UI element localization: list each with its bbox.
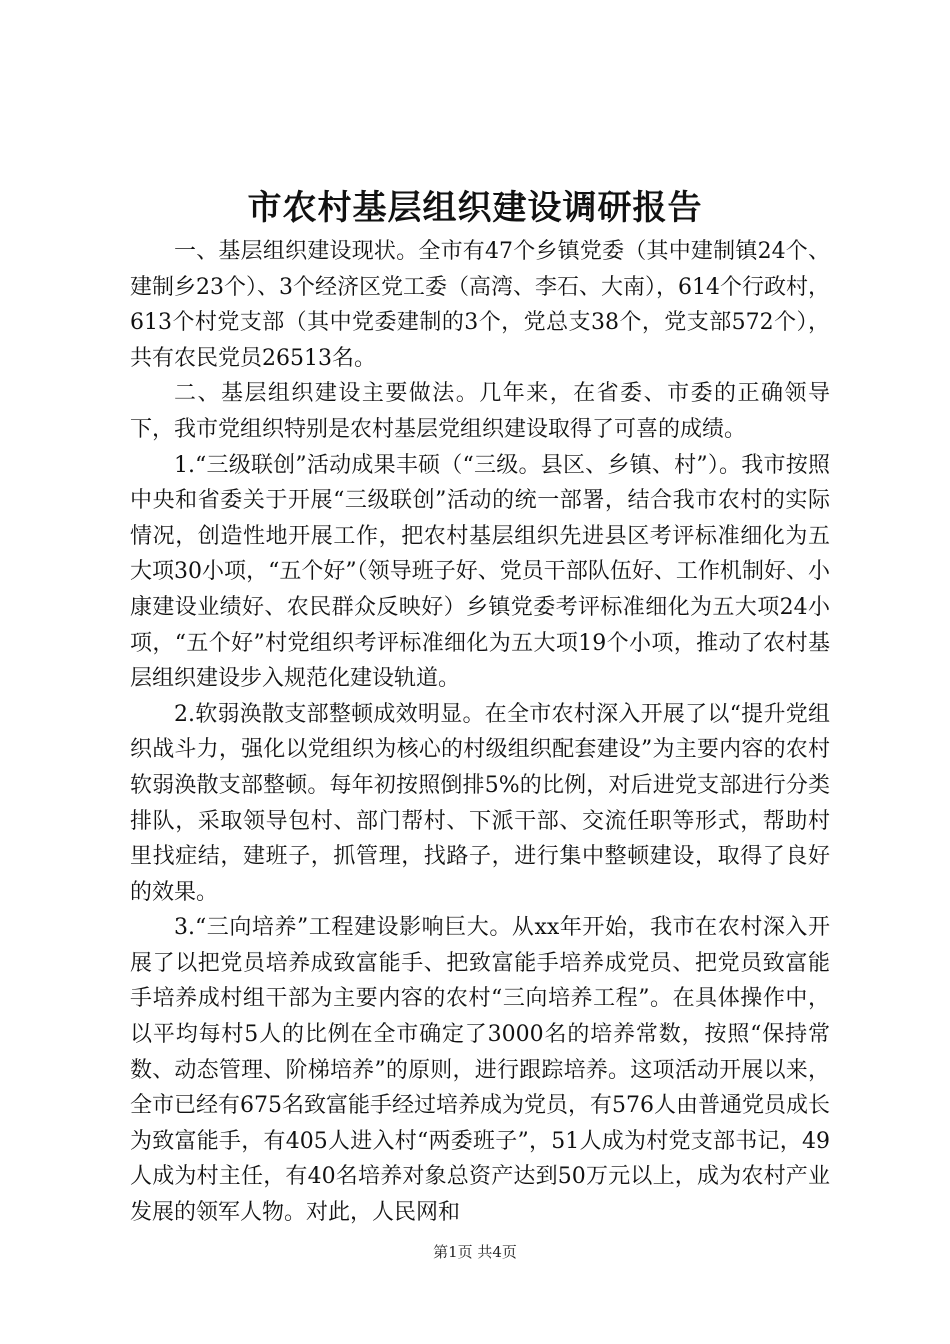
paragraph-practices: 二、基层组织建设主要做法。几年来，在省委、市委的正确领导下，我市党组织特别是农村基层党组织建设取得了可喜的成绩。: [130, 381, 830, 442]
page-number-footer: 第1页 共4页: [433, 1243, 517, 1261]
paragraph-three-level: 1.“三级联创”活动成果丰硕（“三级。县区、乡镇、村”）。我市按照中央和省委关于开展“三级联创”活动的统一部署，结合我市农村的实际情况，创造性地开展工作，把农村基层组织先进县区考评标准细化为五大项30小项，“五个好”（领导班子好、党员干部队伍好、工作机制好、小康建设业绩好、农民群众反映好）乡镇党委考评标准细化为五大项24小项，“五个好”村党组织考评标准细化为五大项19个小项，推动了农村基层组织建设步入规范化建设轨道。: [130, 452, 830, 692]
document-body: [130, 234, 830, 1231]
document-title: 市农村基层组织建设调研报告: [247, 188, 703, 228]
paragraph-three-direction: 3.“三向培养”工程建设影响巨大。从xx年开始，我市在农村深入开展了以把党员培养成致富能手、把致富能手培养成党员、把党员致富能手培养成村组干部为主要内容的农村“三向培养工程”。在具体操作中，以平均每村5人的比例在全市确定了3000名的培养常数，按照“保持常数、动态管理、阶梯培养”的原则，进行跟踪培养。这项活动开展以来，全市已经有675名致富能手经过培养成为党员，有576人由普通党员成长为致富能手，有405人进入村“两委班子”，51人成为村党支部书记，49人成为村主任，有40名培养对象总资产达到50万元以上，成为农村产业发展的领军人物。对此，人民网和: [130, 915, 830, 1226]
paragraph-status: 一、基层组织建设现状。全市有47个乡镇党委（其中建制镇24个、建制乡23个）、3个经济区党工委（高湾、李石、大南），614个行政村，613个村党支部（其中党委建制的3个，党总支38个，党支部572个），共有农民党员26513名。: [130, 239, 830, 371]
paragraph-weak-branches: 2.软弱涣散支部整顿成效明显。在全市农村深入开展了以“提升党组织战斗力，强化以党组织为核心的村级组织配套建设”为主要内容的农村软弱涣散支部整顿。每年初按照倒排5%的比例，对后进党支部进行分类排队，采取领导包村、部门帮村、下派干部、交流任职等形式，帮助村里找症结，建班子，抓管理，找路子，进行集中整顿建设，取得了良好的效果。: [130, 701, 830, 905]
